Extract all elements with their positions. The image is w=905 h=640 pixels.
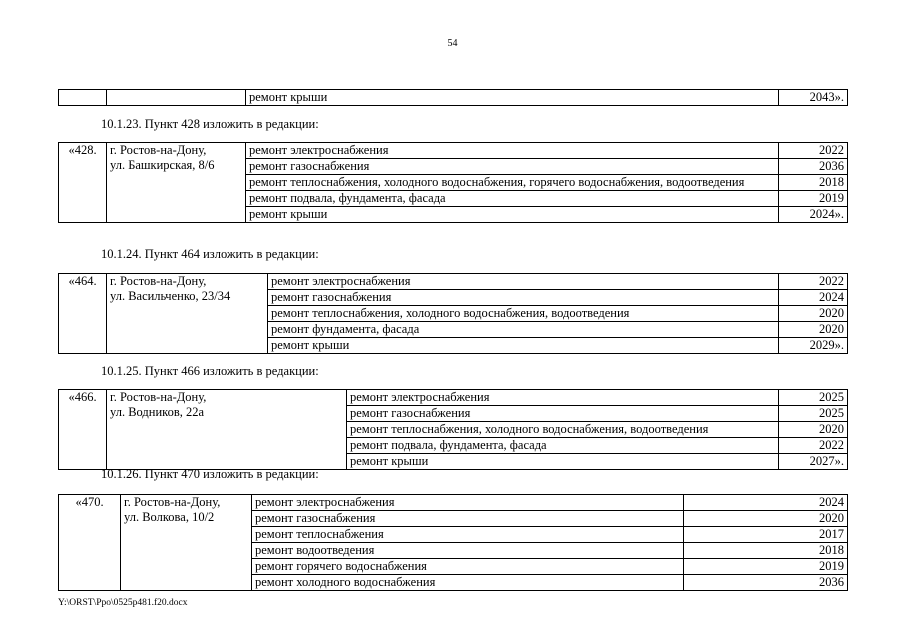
table-row [59,390,848,406]
items-table [58,494,848,591]
address-city: г. Ростов-на-Дону, [110,390,207,404]
year-cell: 2018 [779,175,848,191]
work-cell: ремонт теплоснабжения, холодного водоснабжения, горячего водоснабжения, водоотведения [246,175,779,191]
work-cell: ремонт газоснабжения [246,159,779,175]
address-street: ул. Васильченко, 23/34 [110,289,231,303]
section-heading: 10.1.23. Пункт 428 изложить в редакции: [101,117,319,131]
year-cell: 2020 [779,306,848,322]
item-number: «466. [59,390,107,470]
year-cell: 2020 [684,511,848,527]
address-street: ул. Волкова, 10/2 [124,510,215,524]
year-cell: 2025 [779,406,848,422]
work-cell: ремонт газоснабжения [268,290,779,306]
work-cell: ремонт фундамента, фасада [268,322,779,338]
year-cell: 2022 [779,438,848,454]
file-path-footer: Y:\ORST\Ppo\0525p481.f20.docx [58,598,188,608]
item-number: «470. [59,495,121,591]
table-row [59,274,848,290]
year-cell: 2018 [684,543,848,559]
item-number: «464. [59,274,107,354]
section-heading: 10.1.24. Пункт 464 изложить в редакции: [101,247,319,261]
address-cell [107,90,246,106]
work-cell: ремонт крыши [347,454,779,470]
year-cell: 2019 [684,559,848,575]
year-cell: 2017 [684,527,848,543]
work-cell: ремонт подвала, фундамента, фасада [246,191,779,207]
year-cell: 2020 [779,422,848,438]
year-cell: 2027». [779,454,848,470]
table-row [59,143,848,159]
address-street: ул. Водников, 22а [110,405,205,419]
work-cell: ремонт холодного водоснабжения [252,575,684,591]
year-cell: 2024 [779,290,848,306]
work-cell: ремонт электроснабжения [268,274,779,290]
year-cell: 2029». [779,338,848,354]
address-city: г. Ростов-на-Дону, [110,274,207,288]
address-city: г. Ростов-на-Дону, [124,495,221,509]
address-street: ул. Башкирская, 8/6 [110,158,215,172]
work-cell: ремонт теплоснабжения, холодного водоснабжения, водоотведения [347,422,779,438]
page-number: 54 [447,38,458,49]
work-cell: ремонт водоотведения [252,543,684,559]
work-cell: ремонт крыши [246,90,779,106]
work-cell: ремонт газоснабжения [252,511,684,527]
work-cell: ремонт теплоснабжения [252,527,684,543]
year-cell: 2022 [779,274,848,290]
address-cell [107,390,347,470]
num-cell [59,90,107,106]
address-cell [107,143,246,223]
section-heading: 10.1.25. Пункт 466 изложить в редакции: [101,364,319,378]
year-cell: 2025 [779,390,848,406]
year-cell: 2024». [779,207,848,223]
address-city: г. Ростов-на-Дону, [110,143,207,157]
year-cell: 2024 [684,495,848,511]
items-table [58,273,848,354]
items-table [58,389,848,470]
items-table [58,142,848,223]
address-cell [121,495,252,591]
year-cell: 2022 [779,143,848,159]
item-number: «428. [59,143,107,223]
work-cell: ремонт газоснабжения [347,406,779,422]
work-cell: ремонт подвала, фундамента, фасада [347,438,779,454]
year-cell: 2036 [684,575,848,591]
table-row [59,495,848,511]
year-cell: 2020 [779,322,848,338]
work-cell: ремонт электроснабжения [347,390,779,406]
work-cell: ремонт крыши [268,338,779,354]
work-cell: ремонт теплоснабжения, холодного водоснабжения, водоотведения [268,306,779,322]
year-cell: 2043». [779,90,848,106]
address-cell [107,274,268,354]
work-cell: ремонт крыши [246,207,779,223]
year-cell: 2036 [779,159,848,175]
work-cell: ремонт горячего водоснабжения [252,559,684,575]
table-row [59,90,848,106]
section-heading: 10.1.26. Пункт 470 изложить в редакции: [101,467,319,481]
work-cell: ремонт электроснабжения [252,495,684,511]
year-cell: 2019 [779,191,848,207]
continuation-table [58,89,848,106]
work-cell: ремонт электроснабжения [246,143,779,159]
